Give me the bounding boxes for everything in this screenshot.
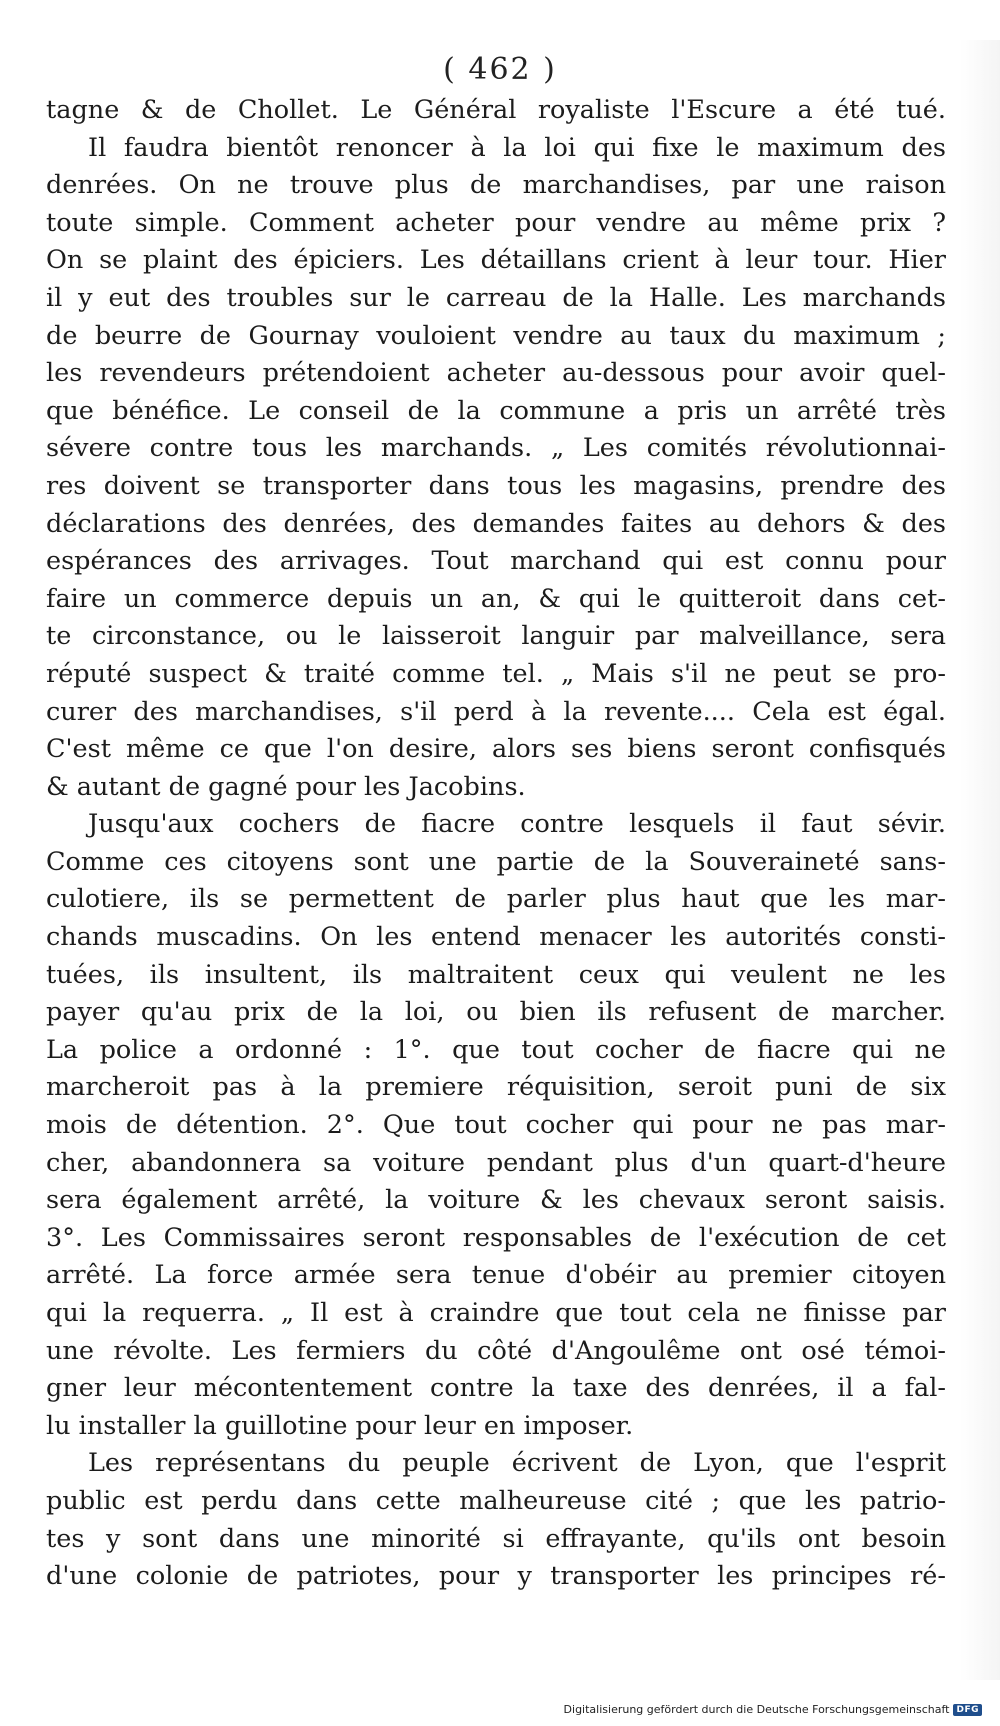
text-line: qui la requerra. „ Il est à craindre que tout cela ne finisse par [46,1298,946,1328]
text-line: sévere contre tous les marchands. „ Les comités révolutionnai- [46,433,946,464]
text-line: culotiere, ils se permettent de parler plus haut que les mar- [46,884,946,915]
text-line: On se plaint des épiciers. Les détaillans crient à leur tour. Hier [46,245,946,276]
text-line: Jusqu'aux cochers de fiacre contre lesquels il faut sévir. [88,809,946,840]
text-line: de beurre de Gournay vouloient vendre au taux du maximum ; [46,320,946,351]
text-line: que bénéfice. Le conseil de la commune a pris un arrêté très [46,395,946,426]
text-line: Il faudra bientôt renoncer à la loi qui fixe le maximum des [88,132,946,163]
text-line: La police a ordonné : 1°. que tout cocher de fiacre qui ne [46,1034,946,1065]
text-line: Les représentans du peuple écrivent de Lyon, que l'esprit [88,1448,946,1479]
text-line: Comme ces citoyens sont une partie de la Souveraineté sans- [46,846,946,877]
credit-text: Digitalisierung gefördert durch die Deutsche Forschungsgemeinschaft [563,1703,950,1716]
text-line: & autant de gagné pour les Jacobins. [46,771,526,802]
text-line: tes y sont dans une minorité si effrayante, qu'ils ont besoin [46,1523,946,1554]
text-line: d'une colonie de patriotes, pour y transporter les principes ré- [46,1561,946,1592]
text-line: arrêté. La force armée sera tenue d'obéir au premier citoyen [46,1260,946,1291]
text-line: public est perdu dans cette malheureuse cité ; que les patrio- [46,1485,946,1516]
text-line: curer des marchandises, s'il perd à la revente.... Cela est égal. [46,696,946,727]
text-line: sera également arrêté, la voiture & les chevaux seront saisis. [46,1185,946,1216]
text-line: 3°. Les Commissaires seront responsables de l'exécution de cet [46,1222,946,1253]
text-line: toute simple. Comment acheter pour vendre au même prix ? [46,207,946,238]
text-line: te circonstance, ou le laisseroit languir par malveillance, sera [46,621,946,652]
page-edge-shadow [960,40,1000,1680]
text-line: marcheroit pas à la premiere réquisition, seroit puni de six [46,1072,946,1103]
text-line: C'est même ce que l'on desire, alors ses biens seront confisqués [46,734,946,765]
text-line: chands muscadins. On les entend menacer les autorités consti- [46,922,946,953]
text-line: cher, abandonnera sa voiture pendant plus d'un quart-d'heure [46,1147,946,1178]
text-line: les revendeurs prétendoient acheter au-dessous pour avoir quel- [46,358,946,389]
text-line: lu installer la guillotine pour leur en imposer. [46,1410,634,1441]
text-line: tagne & de Chollet. Le Général royaliste l'Escure a été tué. [46,95,946,125]
text-line: tuées, ils insultent, ils maltraitent ceux qui veulent ne les [46,959,946,990]
digitization-credit [564,1703,982,1716]
text-line: gner leur mécontentement contre la taxe des denrées, il a fal- [46,1373,946,1404]
text-line: mois de détention. 2°. Que tout cocher qui pour ne pas mar- [46,1110,946,1141]
text-line: réputé suspect & traité comme tel. „ Mais s'il ne peut se pro- [46,658,946,689]
text-line: il y eut des troubles sur le carreau de la Halle. Les marchands [46,282,946,313]
text-line: denrées. On ne trouve plus de marchandises, par une raison [46,170,946,201]
body-text [46,92,946,1596]
text-line: faire un commerce depuis un an, & qui le quitteroit dans cet- [46,583,946,614]
text-line: res doivent se transporter dans tous les magasins, prendre des [46,470,946,501]
page-number: ( 462 ) [443,52,557,87]
text-line: une révolte. Les fermiers du côté d'Angoulême ont osé témoi- [46,1335,946,1366]
text-line: déclarations des denrées, des demandes faites au dehors & des [46,508,946,539]
dfg-logo-icon: DFG [953,1704,982,1716]
text-line: espérances des arrivages. Tout marchand qui est connu pour [46,546,946,577]
text-line: payer qu'au prix de la loi, ou bien ils refusent de marcher. [46,997,946,1028]
